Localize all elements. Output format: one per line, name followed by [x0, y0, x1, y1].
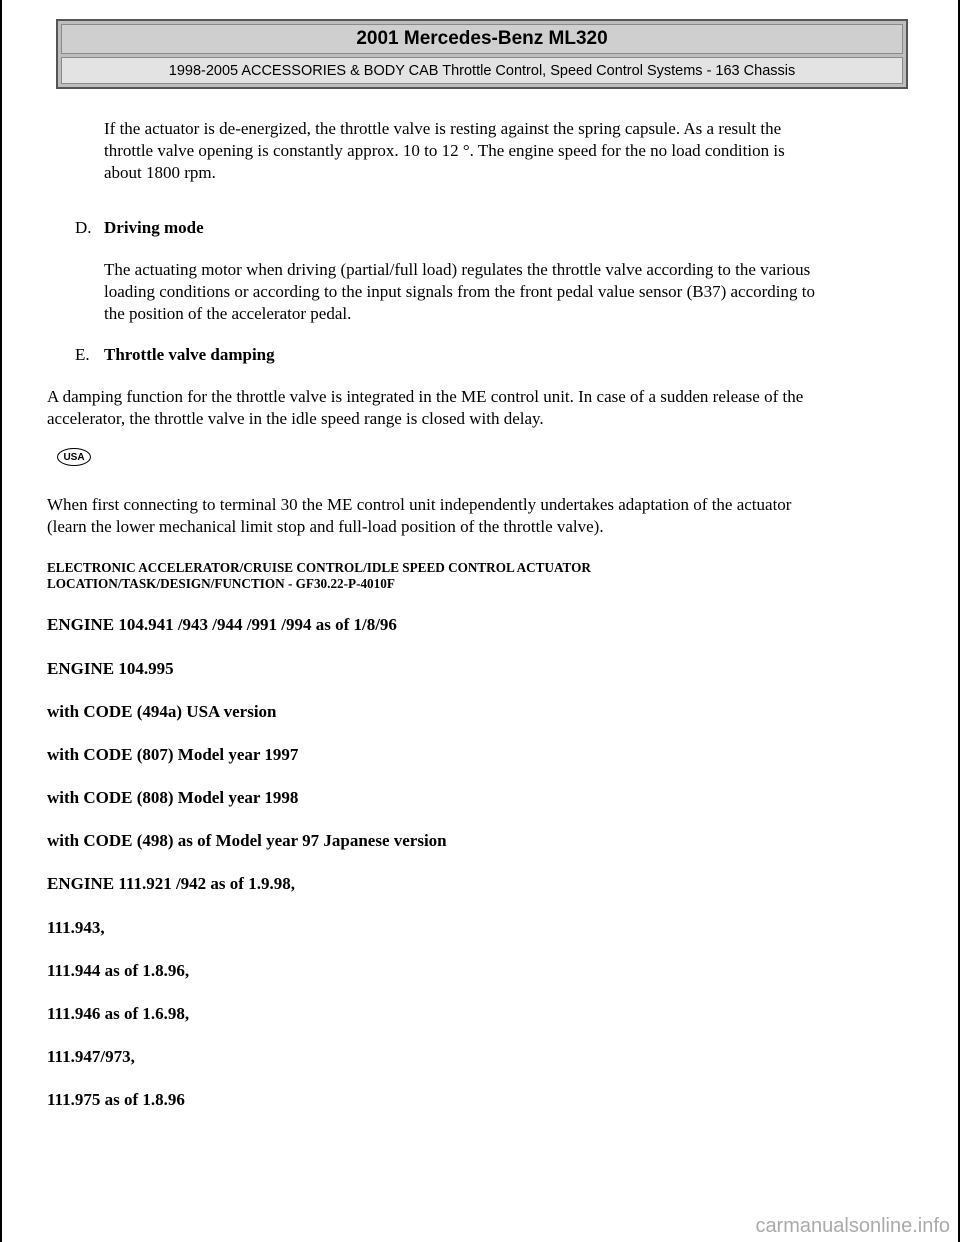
applicability-item: with CODE (807) Model year 1997 [47, 745, 299, 764]
document-subtitle: 1998-2005 ACCESSORIES & BODY CAB Throttle Control, Speed Control Systems - 163 Chassis [61, 57, 903, 84]
applicability-item: with CODE (808) Model year 1998 [47, 788, 299, 807]
paragraph-actuator-line-3: about 1800 rpm. [104, 163, 216, 182]
usa-badge: USA [57, 448, 91, 466]
paragraph-driving-line-2: loading conditions or according to the input signals from the front pedal value sensor (B37) according to [104, 282, 815, 301]
section-e-letter: E. [75, 345, 90, 364]
paragraph-driving-line-3: the position of the accelerator pedal. [104, 304, 352, 323]
document-header [56, 19, 908, 89]
applicability-item: ENGINE 111.921 /942 as of 1.9.98, [47, 874, 295, 893]
applicability-item: with CODE (494a) USA version [47, 702, 277, 721]
applicability-item: ENGINE 104.941 /943 /944 /991 /994 as of 1/8/96 [47, 615, 397, 634]
page-border-left [0, 0, 2, 1242]
paragraph-driving-line-1: The actuating motor when driving (partial/full load) regulates the throttle valve according to the various [104, 260, 811, 279]
applicability-item: 111.944 as of 1.8.96, [47, 961, 190, 980]
section-heading-line-1: ELECTRONIC ACCELERATOR/CRUISE CONTROL/IDLE SPEED CONTROL ACTUATOR [47, 560, 591, 575]
applicability-item: 111.943, [47, 918, 105, 937]
section-d-letter: D. [75, 218, 92, 237]
applicability-item: 111.975 as of 1.8.96 [47, 1090, 185, 1109]
paragraph-usa-line-1: When first connecting to terminal 30 the ME control unit independently undertakes adaptation of the actuator [47, 495, 792, 514]
section-heading-line-2: LOCATION/TASK/DESIGN/FUNCTION - GF30.22-P-4010F [47, 576, 395, 591]
watermark: carmanualsonline.info [755, 1215, 950, 1237]
paragraph-usa-line-2: (learn the lower mechanical limit stop and full-load position of the throttle valve). [47, 517, 604, 536]
document-title: 2001 Mercedes-Benz ML320 [61, 24, 903, 54]
applicability-item: ENGINE 104.995 [47, 659, 174, 678]
paragraph-actuator-line-1: If the actuator is de-energized, the throttle valve is resting against the spring capsule. As a result the [104, 119, 782, 138]
applicability-item: 111.946 as of 1.6.98, [47, 1004, 190, 1023]
section-d-heading: Driving mode [104, 218, 204, 237]
applicability-item: with CODE (498) as of Model year 97 Japanese version [47, 831, 447, 850]
applicability-item: 111.947/973, [47, 1047, 135, 1066]
paragraph-actuator-line-2: throttle valve opening is constantly approx. 10 to 12 °. The engine speed for the no load condition is [104, 141, 785, 160]
section-e-heading: Throttle valve damping [104, 345, 275, 364]
paragraph-damping-line-1: A damping function for the throttle valve is integrated in the ME control unit. In case of a sudden release of the [47, 387, 804, 406]
paragraph-damping-line-2: accelerator, the throttle valve in the idle speed range is closed with delay. [47, 409, 544, 428]
